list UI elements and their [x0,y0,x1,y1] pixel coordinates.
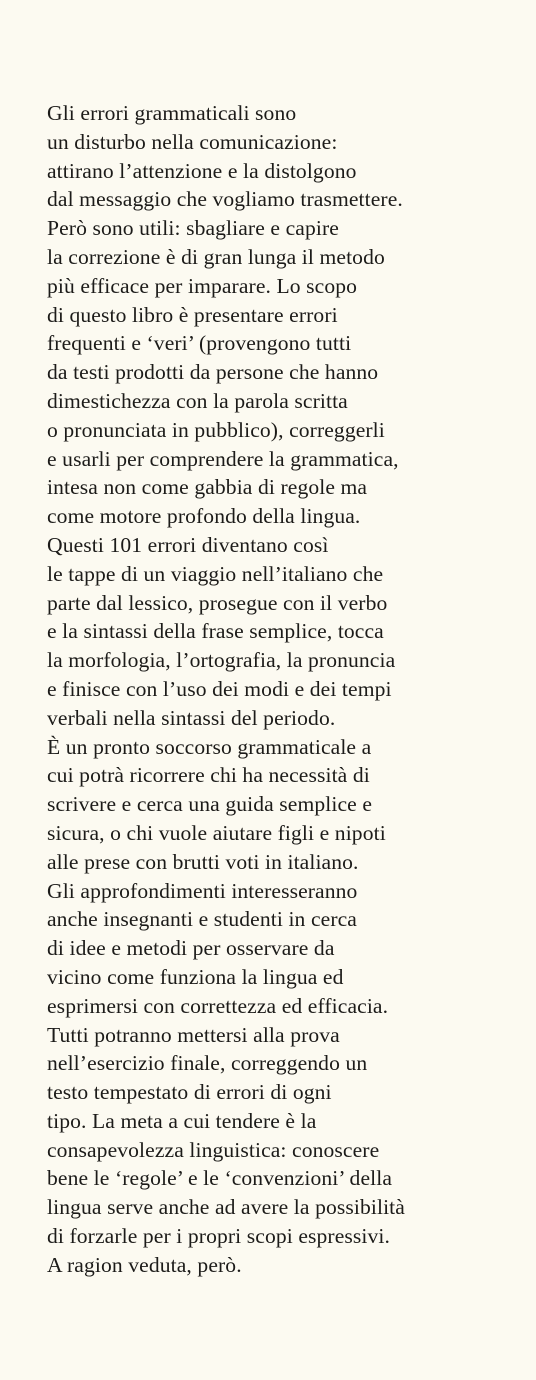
blurb-line: cui potrà ricorrere chi ha necessità di [47,763,370,788]
blurb-line: Tutti potranno mettersi alla prova [47,1022,340,1047]
blurb-line: frequenti e ‘veri’ (provengono tutti [47,331,352,356]
blurb-line: attirano l’attenzione e la distolgono [47,158,357,183]
blurb-line: la correzione è di gran lunga il metodo [47,244,385,269]
blurb-text [47,99,527,1280]
blurb-line: la morfologia, l’ortografia, la pronuncia [47,648,396,673]
blurb-line: un disturbo nella comunicazione: [47,129,338,154]
blurb-line: esprimersi con correttezza ed efficacia. [47,993,389,1018]
blurb-line: alle prese con brutti voti in italiano. [47,849,359,874]
blurb-line: e usarli per comprendere la grammatica, [47,446,399,471]
blurb-line: consapevolezza linguistica: conoscere [47,1137,380,1162]
blurb-line: tipo. La meta a cui tendere è la [47,1108,317,1133]
blurb-line: lingua serve anche ad avere la possibilità [47,1195,405,1220]
blurb-line: Però sono utili: sbagliare e capire [47,216,339,241]
blurb-line: come motore profondo della lingua. [47,504,361,529]
blurb-line: o pronunciata in pubblico), correggerli [47,417,385,442]
blurb-line: le tappe di un viaggio nell’italiano che [47,561,384,586]
blurb-line: sicura, o chi vuole aiutare figli e nipoti [47,820,386,845]
blurb-line: bene le ‘regole’ e le ‘convenzioni’ della [47,1166,393,1191]
blurb-line: di idee e metodi per osservare da [47,936,335,961]
blurb-line: A ragion veduta, però. [47,1252,242,1277]
blurb-line: di forzarle per i propri scopi espressivi. [47,1224,390,1249]
blurb-line: e la sintassi della frase semplice, tocca [47,619,384,644]
blurb-line: È un pronto soccorso grammaticale a [47,734,372,759]
blurb-line: dal messaggio che vogliamo trasmettere. [47,187,403,212]
blurb-line: intesa non come gabbia di regole ma [47,475,368,500]
blurb-line: nell’esercizio finale, correggendo un [47,1051,368,1076]
blurb-line: Gli approfondimenti interesseranno [47,878,358,903]
blurb-line: verbali nella sintassi del periodo. [47,705,336,730]
blurb-line: più efficace per imparare. Lo scopo [47,273,358,298]
blurb-line: Questi 101 errori diventano così [47,532,329,557]
blurb-line: testo tempestato di errori di ogni [47,1080,332,1105]
blurb-line: vicino come funziona la lingua ed [47,964,344,989]
blurb-line: dimestichezza con la parola scritta [47,388,348,413]
blurb-line: da testi prodotti da persone che hanno [47,360,379,385]
blurb-line: parte dal lessico, prosegue con il verbo [47,590,388,615]
blurb-line: di questo libro è presentare errori [47,302,338,327]
blurb-line: e finisce con l’uso dei modi e dei tempi [47,676,392,701]
blurb-line: Gli errori grammaticali sono [47,101,297,125]
blurb-line: scrivere e cerca una guida semplice e [47,792,373,817]
blurb-line: anche insegnanti e studenti in cerca [47,907,357,932]
